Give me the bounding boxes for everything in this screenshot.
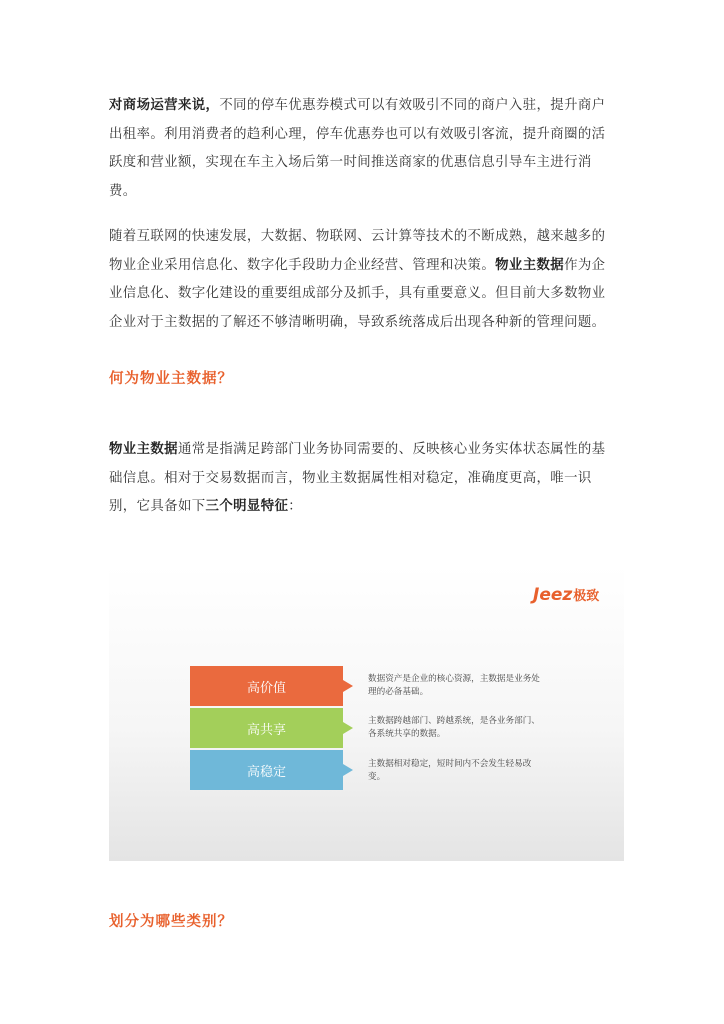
paragraph-text: 通常是指满足跨部门业务协同需要的、反映核心业务实体状态属性的基础信息。相对于交易数据而言，物业主数据属性相对稳定，准确度更高，唯一识别，它具备如下: [109, 442, 606, 514]
section-heading-what-is: 何为物业主数据？: [109, 371, 233, 387]
paragraph-master-data-definition: [109, 436, 619, 522]
paragraph-mall-operation: [109, 92, 619, 206]
paragraph-text: 随着互联网的快速发展，大数据、物联网、云计算等技术的不断成熟，越来越多的物业企业采用信息化、数字化手段助力企业经营、管理和决策。: [109, 229, 606, 273]
feature-label: 高共享: [246, 722, 286, 738]
logo-chinese: 极致: [573, 589, 600, 604]
arrow-right-icon: [343, 764, 353, 776]
jeez-logo: [533, 585, 599, 605]
feature-label: 高稳定: [246, 764, 286, 780]
logo-latin: Jeez: [533, 585, 573, 605]
paragraph-text: 不同的停车优惠券模式可以有效吸引不同的商户入驻，提升商户出租率。利用消费者的趋利心理，停车优惠券也可以有效吸引客流，提升商圈的活跃度和营业额，实现在车主入场后第一时间推送商家的优惠信息引导车主进行消费。: [109, 98, 606, 199]
feature-bar-high-sharing: [190, 708, 343, 748]
paragraph-text: ：: [288, 499, 303, 514]
feature-desc-high-value: 数据资产是企业的核心资源，主数据是业务处理的必备基础。: [368, 674, 540, 697]
feature-desc-high-stability: 主数据相对稳定，短时间内不会发生轻易改变。: [368, 759, 532, 782]
section-heading-categories: 划分为哪些类别？: [109, 914, 233, 930]
feature-bar-high-stability: [190, 750, 343, 790]
paragraph-inline-bold: 三个明显特征: [205, 499, 289, 514]
paragraph-lead-bold: 物业主数据: [109, 442, 178, 457]
paragraph-text: 作为企业信息化、数字化建设的重要组成部分及抓手，具有重要意义。但目前大多数物业企业对于主数据的了解还不够清晰明确，导致系统落成后出现各种新的管理问题。: [109, 257, 606, 330]
arrow-right-icon: [343, 680, 353, 692]
paragraph-internet-development: [109, 223, 619, 337]
paragraph-inline-bold: 物业主数据: [495, 257, 565, 273]
feature-desc-high-sharing: 主数据跨越部门、跨越系统，是各业务部门、各系统共享的数据。: [368, 716, 540, 739]
features-figure: [109, 565, 624, 861]
feature-label: 高价值: [246, 680, 286, 696]
paragraph-lead-bold: 对商场运营来说，: [109, 98, 220, 113]
arrow-right-icon: [343, 722, 353, 734]
feature-bar-high-value: [190, 666, 343, 706]
